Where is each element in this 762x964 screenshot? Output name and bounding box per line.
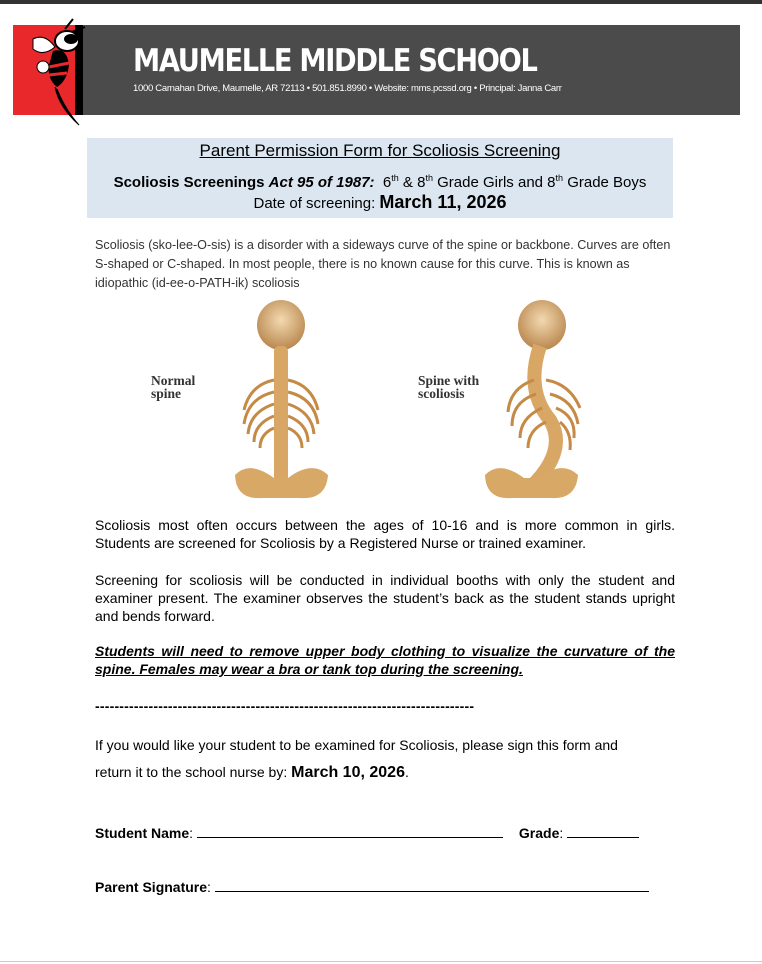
screening-date — [87, 192, 673, 213]
period: . — [404, 764, 409, 780]
girls-text: Grade Girls and — [432, 174, 548, 191]
student-name-label: Student Name — [95, 825, 190, 841]
normal-spine-label — [151, 374, 195, 400]
school-name: MAUMELLE MIDDLE SCHOOL — [133, 43, 537, 79]
label-line: scoliosis — [418, 386, 465, 401]
label-line: Normal — [151, 373, 196, 388]
student-name-field[interactable] — [197, 823, 503, 838]
grade-8: 8 — [547, 174, 556, 191]
ordinal-suffix: th — [425, 173, 433, 183]
age-paragraph: Scoliosis most often occurs between the ages of 10-16 and is more common in girls. Students are screened for Scoliosis by a Registered Nurse or trained examiner. — [95, 517, 675, 551]
grade-label: Grade — [518, 825, 560, 841]
screenings-label: Scoliosis Screenings — [113, 174, 265, 191]
date-label: Date of screening: — [253, 195, 380, 212]
ordinal-suffix: th — [391, 173, 399, 183]
act-reference: Act 95 of 1987: — [268, 174, 375, 191]
intro-paragraph: Scoliosis (sko-lee-O-sis) is a disorder with a sideways curve of the spine or backbone. Curves are often S-shaped or C-shaped. In most people, there is no known cause for this curve. This is known as idiopathic (id-ee-o-PATH-ik) scoliosis — [95, 238, 671, 290]
date-value: March 11, 2026 — [379, 192, 507, 212]
parent-signature-field[interactable] — [215, 877, 649, 892]
top-border — [0, 0, 762, 4]
ampersand: & — [398, 174, 418, 191]
parent-signature-label: Parent Signature — [95, 879, 208, 895]
label-line: Spine with — [418, 373, 480, 388]
school-letterhead — [13, 25, 740, 115]
return-instructions-2 — [95, 764, 409, 782]
clothing-warning: Students will need to remove upper body clothing to visualize the curvature of the spine. Females may wear a bra or tank top during the screening. — [95, 643, 675, 677]
grade-8: 8 — [417, 174, 426, 191]
procedure-paragraph: Screening for scoliosis will be conducted in individual booths with only the student and examiner present. The examiner observes the student’s back as the student stands upright and bends forward. — [95, 572, 675, 624]
school-address: 1000 Carnahan Drive, Maumelle, AR 72113 • 501.851.8990 • Website: mms.pcssd.org • Principal: Janna Carr — [133, 83, 562, 94]
screening-scope — [87, 173, 673, 191]
colon: : — [207, 879, 215, 895]
boys-text: Grade Boys — [563, 174, 647, 191]
ordinal-suffix: th — [555, 173, 564, 183]
student-name-row — [95, 823, 639, 841]
parent-signature-row — [95, 877, 649, 895]
label-line: spine — [151, 386, 182, 401]
colon: : — [559, 825, 568, 841]
colon: : — [189, 825, 197, 841]
grade-6: 6 — [382, 174, 392, 191]
return-text: return it to the school nurse by: — [95, 764, 292, 780]
cut-line: ------------------------------------------------------------------------------ — [95, 698, 475, 714]
return-date: March 10, 2026 — [291, 764, 405, 781]
return-instructions-1: If you would like your student to be examined for Scoliosis, please sign this form and — [95, 737, 618, 753]
spine-illustration-icon — [140, 300, 630, 508]
form-title: Parent Permission Form for Scoliosis Screening — [199, 141, 561, 160]
hornet-mascot-icon — [27, 17, 87, 127]
scoliosis-spine-label — [418, 374, 479, 400]
spine-comparison-figure — [140, 300, 630, 508]
page-bottom-edge — [0, 961, 762, 962]
form-title-box — [87, 138, 673, 218]
grade-field[interactable] — [567, 823, 639, 838]
